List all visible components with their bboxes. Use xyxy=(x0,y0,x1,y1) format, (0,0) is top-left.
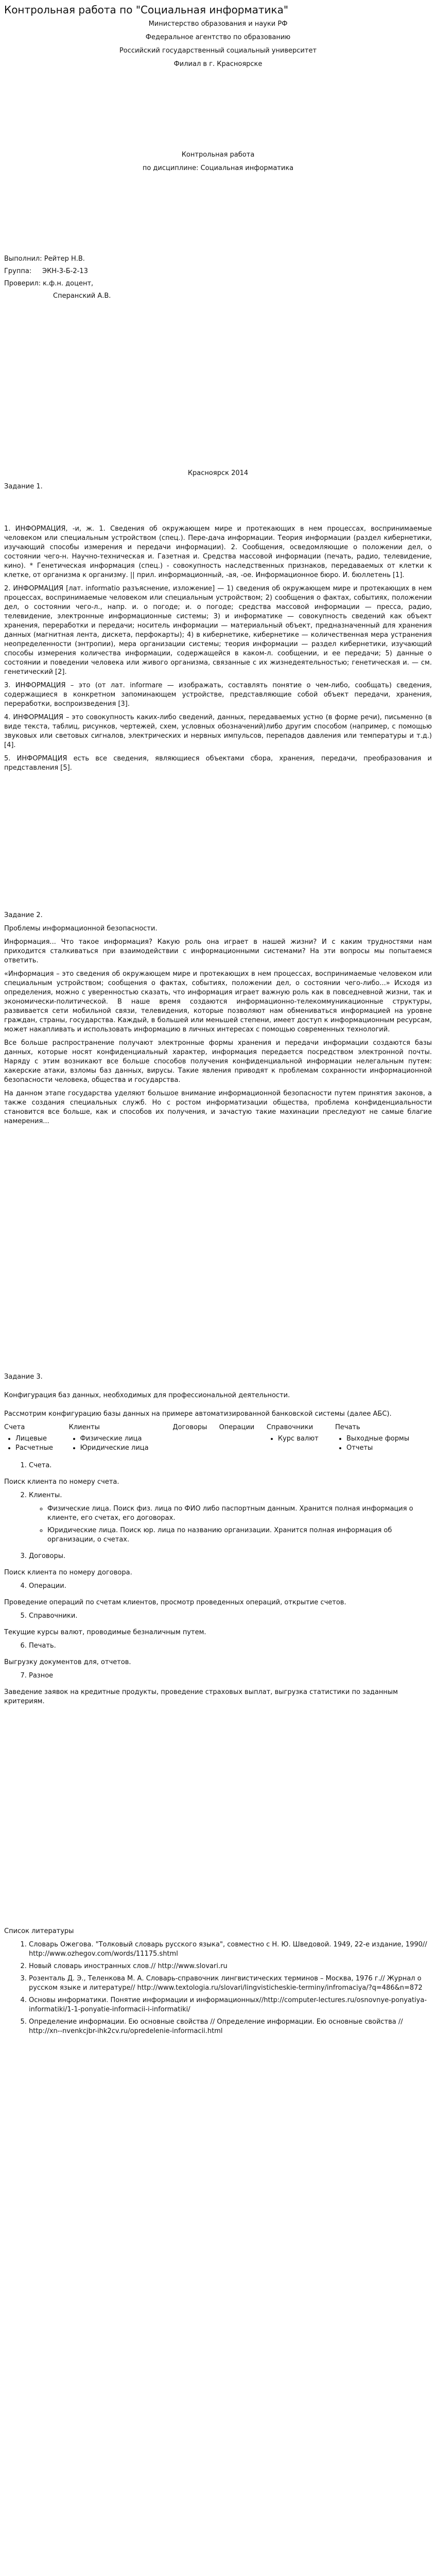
table-cell xyxy=(69,1434,173,1453)
column-header: Счета xyxy=(4,1423,25,1431)
structure-label: 5. Справочники. xyxy=(29,1612,78,1620)
checked-value: к.ф.н. доцент, xyxy=(43,280,94,287)
database-structure-list xyxy=(4,1612,432,1621)
structure-label: 2. Клиенты. xyxy=(29,1492,62,1499)
column-header: Операции xyxy=(219,1423,255,1431)
list-item xyxy=(29,1671,432,1681)
list-item: • Юридические лица xyxy=(80,1444,171,1453)
list-item: • Отчеты xyxy=(346,1444,430,1453)
checked-label: Проверил: xyxy=(4,280,41,287)
performed-label: Выполнил: xyxy=(4,255,42,263)
spacer xyxy=(4,304,432,469)
reference-item: 2. Новый словарь иностранных слов.// http://www.slovari.ru xyxy=(29,1962,432,1971)
list-item: • Курс валют xyxy=(278,1434,333,1444)
structure-description: Проведение операций по счетам клиентов, просмотр проведенных операций, открытие счетов. xyxy=(4,1599,346,1606)
database-structure-list xyxy=(4,1461,432,1470)
header-line-ministry: Министерство образования и науки РФ xyxy=(148,20,288,28)
list-item: • Лицевые xyxy=(15,1434,67,1444)
list-item: • Расчетные xyxy=(15,1444,67,1453)
essay-paragraph: Все больше распространение получают электронные формы хранения и передачи информации создаются базы данных, которые носят конфиденциальный характер, информация передается посредством электронной почты. Наряду с этим возникают все больше способов получения конфиденциальной информации нелегальным путем: хакерские атаки, взломы баз данных, вирусы. Такие явления приводят к проблемам сохранности информационной безопасности человека, общества и государства. xyxy=(4,1039,432,1084)
table-cell xyxy=(219,1434,267,1453)
column-header: Договоры xyxy=(172,1423,207,1431)
column-header: Клиенты xyxy=(68,1423,100,1431)
database-structure-list xyxy=(4,1582,432,1591)
list-item xyxy=(29,1461,432,1470)
city-year: Красноярск 2014 xyxy=(187,469,249,477)
header-line-branch: Филиал в г. Красноярске xyxy=(173,60,263,68)
list-item: ◦ Юридические лица. Поиск юр. лица по названию организации. Хранится полная информация об организации, о счетах. xyxy=(47,1526,432,1545)
essay-paragraph: «Информация – это сведения об окружающем мире и протекающих в нем процессах, воспринимаемые человеком или специальным устройством; сообщения о фактах, событиях, положении дел, о состоянии чего-либо...» Исходя из определения, можно с уверенностью сказать, что информация играет важную роль как в повседневной жизни, так и экономически-политической. В наше время создаются информационно-телекоммуникационные структуры, развивается сети мобильной связи, телевидения, которые позволяют нам обмениваться информацией на уровне граждан, страны, государства. Каждый, в большей или меньшей степени, имеет доступ к информационным ресурсам, может накапливать и использовать информацию в личных интересах с помощью современных технологий. xyxy=(4,970,432,1033)
definition-paragraph: 4. ИНФОРМАЦИЯ – это совокупность каких-либо сведений, данных, передаваемых устно (в форме речи), письменно (в виде текста, таблиц, рисунков, чертежей, схем, условных обозначений)либо другим способом (например, с помощью звуковых или световых сигналов, электрических и нервных импульсов, перепадов давления или температуры и т.д.) [4]. xyxy=(4,714,432,749)
structure-description: Заведение заявок на кредитные продукты, проведение страховых выплат, выгрузка статистики по заданным критериям. xyxy=(4,1688,398,1705)
work-discipline: по дисциплине: Социальная информатика xyxy=(142,164,294,172)
group-label: Группа: xyxy=(4,267,32,275)
group-row xyxy=(4,267,432,276)
group-value: ЭКН-3-Б-2-13 xyxy=(42,267,88,275)
essay-paragraph: На данном этапе государства уделяют большое внимание информационной безопасности путем принятия законов, а также создания специальных служб. Но с ростом информатизации общества, проблема конфиденциальности становится все больше, как и способов их получения, и зачастую такие махинации преследуют не самые благие намерения... xyxy=(4,1090,432,1125)
table-row xyxy=(4,1434,432,1453)
header-block xyxy=(4,20,432,69)
spacer xyxy=(4,1710,432,1927)
task2-heading: Задание 2. xyxy=(4,911,43,919)
list-item xyxy=(29,1491,432,1545)
structure-description: Выгрузку документов для, отчетов. xyxy=(4,1658,131,1666)
task3-subheading: Конфигурация баз данных, необходимых для профессиональной деятельности. xyxy=(4,1392,290,1399)
task1-heading: Задание 1. xyxy=(4,483,43,490)
essay-paragraph: Информация... Что такое информация? Какую роль она играет в нашей жизни? И с каким трудностями нам приходится сталкиваться при взаимодействии с информационными системами? На эти вопросы мы попытаемся ответить. xyxy=(4,938,432,964)
work-type: Контрольная работа xyxy=(181,151,255,159)
performed-row xyxy=(4,255,432,264)
list-item xyxy=(29,1582,432,1591)
column-header: Печать xyxy=(335,1423,360,1431)
spacer xyxy=(4,1386,432,1391)
database-structure-list xyxy=(4,1491,432,1561)
list-item xyxy=(29,1552,432,1561)
spacer xyxy=(4,1130,432,1372)
list-item: • Выходные формы xyxy=(346,1434,430,1444)
list-item: ◦ Физические лица. Поиск физ. лица по ФИО либо паспортным данным. Хранится полная информация о клиенте, его счетах, его договорах. xyxy=(47,1504,432,1523)
spacer xyxy=(4,496,432,524)
reference-item: 4. Основы информатики. Понятие информации и информационных//http://computer-lectures.ru/osnovnye-ponyatiya-informatiki/1-1-ponyatie-informacii-i-informatiki/ xyxy=(29,1996,432,2014)
table-cell xyxy=(335,1434,432,1453)
table-header-row xyxy=(4,1423,432,1434)
table-cell xyxy=(4,1434,69,1453)
reference-item: 3. Розенталь Д. Э., Теленкова М. А. Словарь-справочник лингвистических терминов – Москва, 1976 г.// Журнал о русском языке и литературе// http://www.textologia.ru/slovari/lingvisticheskie-terminy/infromaciya/?q=486&n=872 xyxy=(29,1974,432,1993)
references-heading: Список литературы xyxy=(4,1927,74,1935)
document-title: Контрольная работа по "Социальная информатика" xyxy=(4,4,289,16)
table-cell xyxy=(172,1434,219,1453)
definition-paragraph: 1. ИНФОРМАЦИЯ, -и, ж. 1. Сведения об окружающем мире и протекающих в нем процессах, воспринимаемые человеком или специальным устройством (спец.). Пере-дача информации. Теория информации (раздел кибернетики, изучающий способы измерения и передачи информации). 2. Сообщения, осведомляющие о положении дел, о состоянии чего-н. Научно-техническая и. Газетная и. Средства массовой информации (печать, радио, телевидение, кино). * Генетическая информация (спец.) - совокупность наследственных признаков, передаваемых от клетки к клетке, от организма к организму. || прил. информационный, -ая, -ое. Информационное бюро. И. бюллетень [1]. xyxy=(4,525,432,579)
structure-description: Поиск клиента по номеру счета. xyxy=(4,1478,119,1486)
list-item xyxy=(29,1641,432,1651)
structure-label: 3. Договоры. xyxy=(29,1552,66,1560)
spacer xyxy=(4,1404,432,1410)
structure-label: 4. Операции. xyxy=(29,1582,66,1590)
header-line-university: Российский государственный социальный университет xyxy=(119,47,317,55)
reference-item: 1. Словарь Ожегова. "Толковый словарь русского языка", совместно с Н. Ю. Шведовой. 1949, 22-е издание, 1990// http://www.ozhegov.com/words/11175.shtml xyxy=(29,1940,432,1959)
definition-paragraph: 3. ИНФОРМАЦИЯ – это (от лат. informare — изображать, составлять понятие о чем-либо, сообщать) сведения, содержащиеся в конкретном запоминающем устройстве, представляющие собой объект передачи, хранения, переработки, воспроизведения [3]. xyxy=(4,682,432,708)
column-header: Справочники xyxy=(266,1423,313,1431)
spacer xyxy=(4,73,432,150)
definition-paragraph: 5. ИНФОРМАЦИЯ есть все сведения, являющиеся объектами сбора, хранения, передачи, преобразования и представления [5]. xyxy=(4,755,432,772)
structure-label: 7. Разное xyxy=(29,1672,54,1680)
database-config-table xyxy=(4,1423,432,1453)
task1-body xyxy=(4,524,432,773)
list-item: • Физические лица xyxy=(80,1434,171,1444)
structure-description: Поиск клиента по номеру договора. xyxy=(4,1569,132,1577)
spacer xyxy=(4,777,432,911)
spacer xyxy=(4,177,432,255)
list-item xyxy=(29,1612,432,1621)
references-list xyxy=(4,1940,432,2036)
signers-block xyxy=(4,255,432,301)
structure-description: Текущие курсы валют, проводимые безналичным путем. xyxy=(4,1629,206,1636)
structure-label: 1. Счета. xyxy=(29,1462,52,1469)
task3-intro: Рассмотрим конфигурацию базы данных на примере автоматизированной банковской системы (далее АБС). xyxy=(4,1410,392,1418)
task3-heading: Задание 3. xyxy=(4,1373,43,1381)
work-title-block xyxy=(4,150,432,173)
checked-row xyxy=(4,279,432,289)
structure-label: 6. Печать. xyxy=(29,1642,56,1650)
reference-item: 5. Определение информации. Ею основные свойства // Определение информации. Ею основные свойства // http://xn--nvenkcjbr-ihk2cv.ru/opredelenie-informacii.html xyxy=(29,2018,432,2036)
task2-subheading: Проблемы информационной безопасности. xyxy=(4,925,158,933)
definition-paragraph: 2. ИНФОРМАЦИЯ [лат. informatio разъяснение, изложение] — 1) сведения об окружающем мире и протекающих в нем процессах, воспринимаемые человеком или специальным устройством; 2) сообщения о фактах, событиях, положении дел, о состоянии чего-л., напр. и. о погоде; и. о погоде; средства массовой информации — пресса, радио, телевидение, электронные информационные системы; 3) и информатике — совокупность сведений как объект хранения, переработки и передачи; носитель информации — материальный объект, предназначенный для хранения данных (магнитная лента, дискета, перфокарты); 4) в кибернетике, кибернетике — количественная мера устранения неопределенности (энтропии), мера организации системы; теория информации — раздел кибернетики, изучающий способы измерения количества информации, содержащейся в каком-л. сообщении, и ее передачи; 5) данные о состоянии и поведении человека или живого организма, связанные с их жизнедеятельностью; генетическая и. — см. генетический [2]. xyxy=(4,585,432,676)
table-cell xyxy=(267,1434,335,1453)
performed-value: Рейтер Н.В. xyxy=(44,255,85,263)
checked-name: Сперанский А.В. xyxy=(53,292,111,300)
database-structure-list xyxy=(4,1641,432,1651)
task2-body xyxy=(4,938,432,1126)
header-line-agency: Федеральное агентство по образованию xyxy=(145,33,291,41)
database-structure-list xyxy=(4,1671,432,1681)
